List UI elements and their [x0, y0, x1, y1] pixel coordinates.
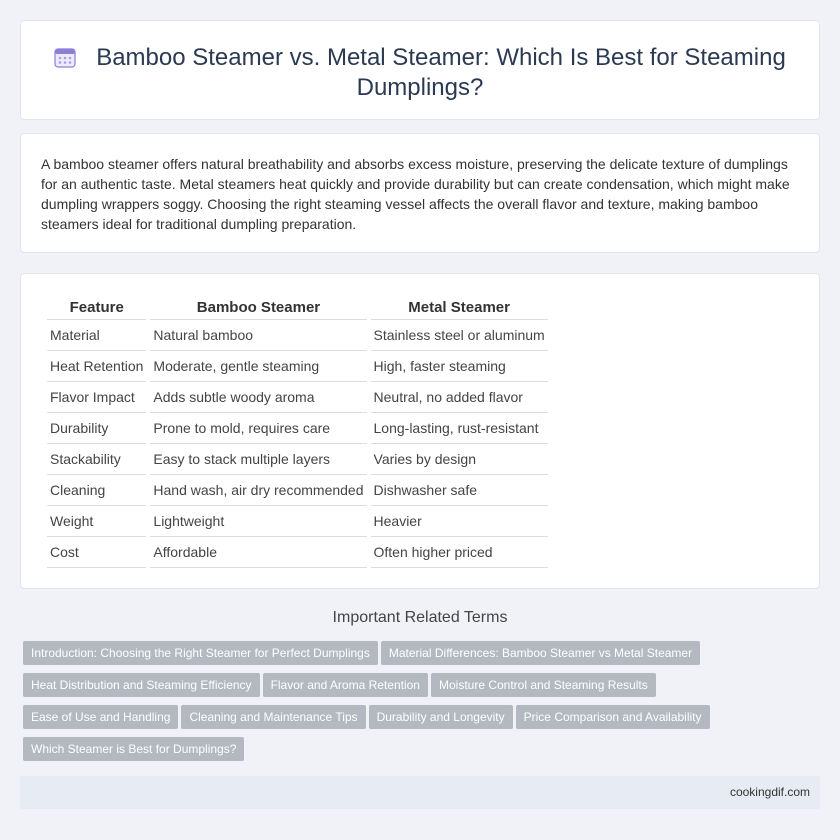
related-term-tag[interactable]: Price Comparison and Availability — [516, 705, 710, 729]
related-term-tag[interactable]: Which Steamer is Best for Dumplings? — [23, 737, 244, 761]
feature-cell: Durability — [47, 413, 146, 444]
bamboo-cell: Moderate, gentle steaming — [150, 351, 366, 382]
bamboo-cell: Easy to stack multiple layers — [150, 444, 366, 475]
related-terms-title: Important Related Terms — [332, 609, 508, 626]
feature-cell: Cleaning — [47, 475, 146, 506]
feature-cell: Weight — [47, 506, 146, 537]
table-row — [47, 351, 548, 382]
metal-cell: Long-lasting, rust-resistant — [371, 413, 548, 444]
related-terms-row — [23, 737, 823, 769]
metal-cell: Stainless steel or aluminum — [371, 320, 548, 351]
related-term-tag[interactable]: Durability and Longevity — [369, 705, 513, 729]
related-term-tag[interactable]: Moisture Control and Steaming Results — [431, 673, 656, 697]
comparison-table — [43, 294, 552, 568]
metal-cell: Dishwasher safe — [371, 475, 548, 506]
intro-card — [20, 133, 820, 253]
metal-cell: Heavier — [371, 506, 548, 537]
table-row — [47, 444, 548, 475]
column-header-bamboo: Bamboo Steamer — [150, 294, 366, 320]
page-title — [21, 43, 819, 103]
table-row — [47, 320, 548, 351]
feature-cell: Material — [47, 320, 146, 351]
related-terms — [23, 641, 823, 769]
metal-cell: High, faster steaming — [371, 351, 548, 382]
page-title-text: Bamboo Steamer vs. Metal Steamer: Which Is Best for Steaming Dumplings? — [96, 44, 786, 101]
feature-cell: Cost — [47, 537, 146, 568]
table-row — [47, 413, 548, 444]
related-term-tag[interactable]: Introduction: Choosing the Right Steamer for Perfect Dumplings — [23, 641, 378, 665]
bamboo-cell: Affordable — [150, 537, 366, 568]
header-card — [20, 20, 820, 120]
related-term-tag[interactable]: Ease of Use and Handling — [23, 705, 178, 729]
feature-cell: Stackability — [47, 444, 146, 475]
table-row — [47, 506, 548, 537]
footer — [20, 776, 820, 809]
related-term-tag[interactable]: Material Differences: Bamboo Steamer vs Metal Steamer — [381, 641, 700, 665]
related-term-tag[interactable]: Flavor and Aroma Retention — [263, 673, 428, 697]
feature-cell: Flavor Impact — [47, 382, 146, 413]
metal-cell: Varies by design — [371, 444, 548, 475]
related-terms-row — [23, 641, 823, 673]
column-header-metal: Metal Steamer — [371, 294, 548, 320]
table-row — [47, 475, 548, 506]
bamboo-cell: Natural bamboo — [150, 320, 366, 351]
table-row — [47, 382, 548, 413]
related-terms-row — [23, 705, 823, 737]
feature-cell: Heat Retention — [47, 351, 146, 382]
related-terms-row — [23, 673, 823, 705]
metal-cell: Neutral, no added flavor — [371, 382, 548, 413]
metal-cell: Often higher priced — [371, 537, 548, 568]
intro-paragraph: A bamboo steamer offers natural breathability and absorbs excess moisture, preserving the delicate texture of dumplings for an authentic taste. Metal steamers heat quickly and provide durability but can create condensation, which might make dumpling wrappers soggy. Choosing the right steaming vessel affects the overall flavor and texture, making bamboo steamers ideal for traditional dumpling preparation. — [41, 156, 790, 232]
calendar-icon — [54, 46, 76, 68]
related-term-tag[interactable]: Heat Distribution and Steaming Efficiency — [23, 673, 260, 697]
related-term-tag[interactable]: Cleaning and Maintenance Tips — [181, 705, 365, 729]
bamboo-cell: Adds subtle woody aroma — [150, 382, 366, 413]
bamboo-cell: Prone to mold, requires care — [150, 413, 366, 444]
bamboo-cell: Lightweight — [150, 506, 366, 537]
column-header-feature: Feature — [47, 294, 146, 320]
comparison-card — [20, 273, 820, 589]
bamboo-cell: Hand wash, air dry recommended — [150, 475, 366, 506]
table-header-row — [47, 294, 548, 320]
table-row — [47, 537, 548, 568]
footer-site-link[interactable]: cookingdif.com — [729, 785, 810, 799]
